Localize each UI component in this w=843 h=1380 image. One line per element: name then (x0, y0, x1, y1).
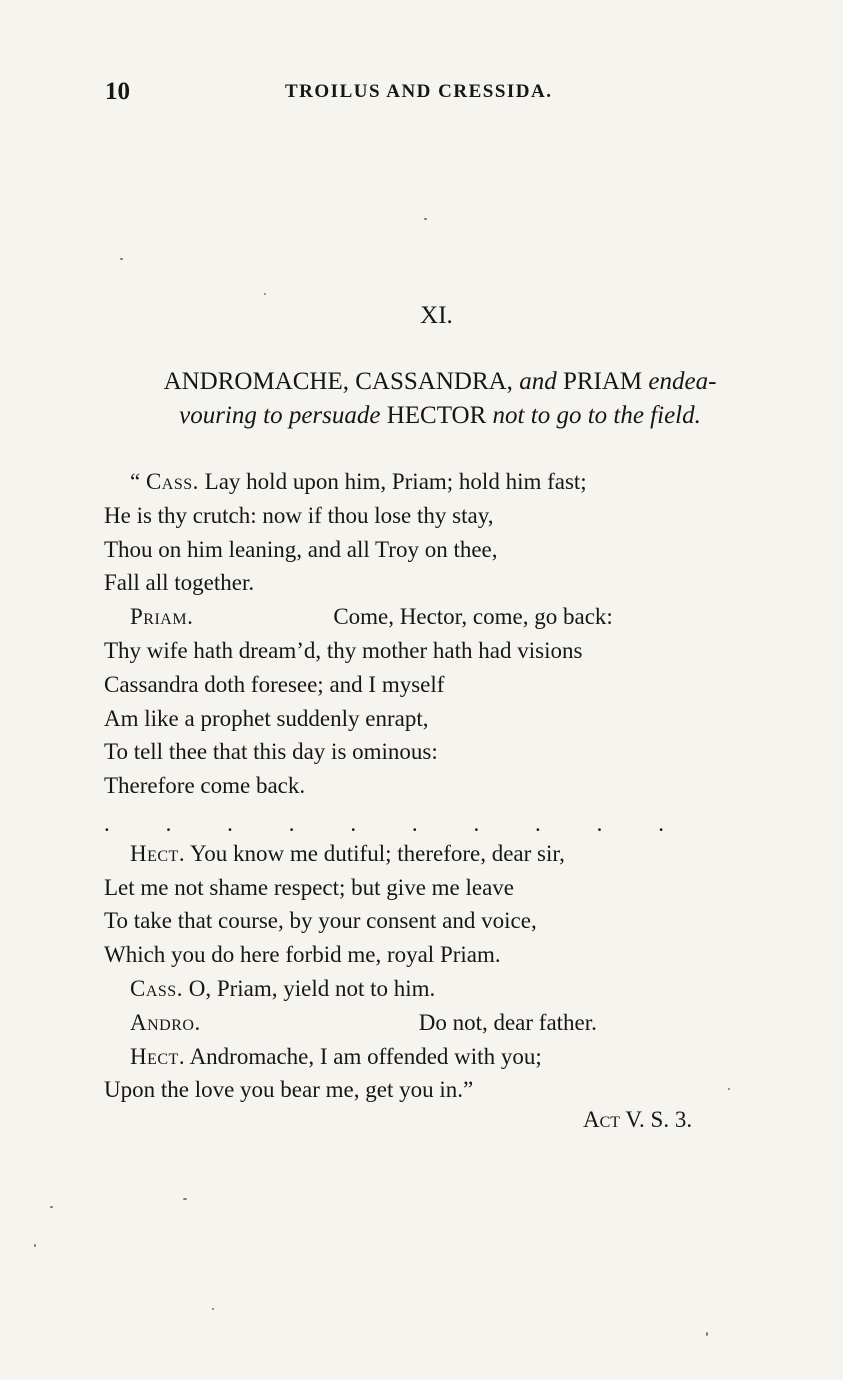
paper-speck (34, 1244, 36, 1247)
verse-line: Fall all together. (104, 570, 255, 596)
verse-line: He is thy crutch: now if thou lose thy stay, (104, 502, 494, 528)
paper-speck (50, 1206, 53, 1208)
paper-speck (706, 1332, 708, 1336)
verse-line: Which you do here forbid me, royal Priam. (104, 942, 501, 968)
verse-line (104, 972, 744, 1006)
verse-text: You know me dutiful; therefore, dear sir, (185, 840, 565, 866)
ellipsis-row (104, 811, 664, 836)
plate-title (90, 365, 790, 433)
paper-speck (264, 293, 266, 295)
paper-speck (183, 1198, 187, 1200)
ellipsis-dot: . (165, 811, 172, 836)
verse-text: O, Priam, yield not to him. (182, 975, 436, 1001)
open-quote: “ (130, 469, 146, 494)
ellipsis-dot: . (658, 811, 664, 836)
ellipsis-dot: . (596, 811, 603, 836)
speaker-name: Hect. (130, 840, 186, 866)
ellipsis-dot: . (227, 811, 233, 836)
ellipsis-dot: . (104, 811, 110, 836)
speaker-name: Priam. (130, 604, 194, 630)
verse-text: Andromache, I am offended with you; (185, 1043, 542, 1069)
verse-line: To tell thee that this day is ominous: (104, 739, 438, 765)
plate-title-part: vouring to persuade (179, 402, 381, 429)
speaker-name: Cass. (130, 975, 183, 1001)
verse-text: Lay hold upon him, Priam; hold him fast; (198, 469, 587, 494)
verse-line (104, 837, 744, 871)
verse-line: Cassandra doth foresee; and I myself (104, 671, 445, 697)
ellipsis-dot: . (288, 811, 295, 836)
plate-title-part: ANDROMACHE, CASSANDRA, (163, 368, 520, 395)
page-number: 10 (105, 78, 130, 105)
plate-number: XI. (420, 302, 453, 329)
plate-title-part: HECTOR (380, 402, 493, 429)
speaker-name: Cass. (145, 469, 199, 494)
verse-text: Come, Hector, come, go back: (333, 604, 613, 630)
verse-line (104, 465, 744, 499)
verse-line: Thy wife hath dream’d, thy mother hath had visions (104, 637, 583, 663)
verse-line: Thou on him leaning, and all Troy on thee, (104, 536, 498, 562)
paper-speck (120, 258, 123, 260)
act-scene-reference: Act V. S. 3. (583, 1107, 693, 1132)
running-head (105, 78, 725, 108)
verse-text: Do not, dear father. (418, 1009, 597, 1035)
verse-line: Therefore come back. (104, 773, 306, 799)
verse-line: Let me not shame respect; but give me leave (104, 874, 515, 900)
verse-line: To take that course, by your consent and voice, (104, 908, 537, 934)
plate-title-part: and (519, 368, 557, 395)
verse-quotation (104, 465, 744, 1107)
ellipsis-dot: . (350, 811, 357, 836)
plate-title-part: not to go to the field. (492, 402, 701, 429)
ellipsis-dot: . (535, 811, 541, 836)
speaker-name: Hect. (130, 1043, 186, 1069)
verse-line (104, 1040, 744, 1074)
speaker-name: Andro. (130, 1009, 201, 1035)
plate-title-part: endea- (648, 368, 717, 395)
verse-line (104, 1006, 744, 1040)
verse-line: Am like a prophet suddenly enrapt, (104, 705, 429, 731)
paper-speck (728, 1088, 730, 1090)
verse-line: Upon the love you bear me, get you in.” (104, 1077, 474, 1103)
paper-speck (212, 1308, 214, 1310)
verse-line (104, 600, 744, 634)
plate-title-part: PRIAM (556, 368, 649, 395)
running-title: TROILUS AND CRESSIDA. (285, 81, 553, 102)
ellipsis-dot: . (411, 811, 418, 836)
paper-speck (424, 218, 427, 220)
ellipsis-dot: . (473, 811, 480, 836)
